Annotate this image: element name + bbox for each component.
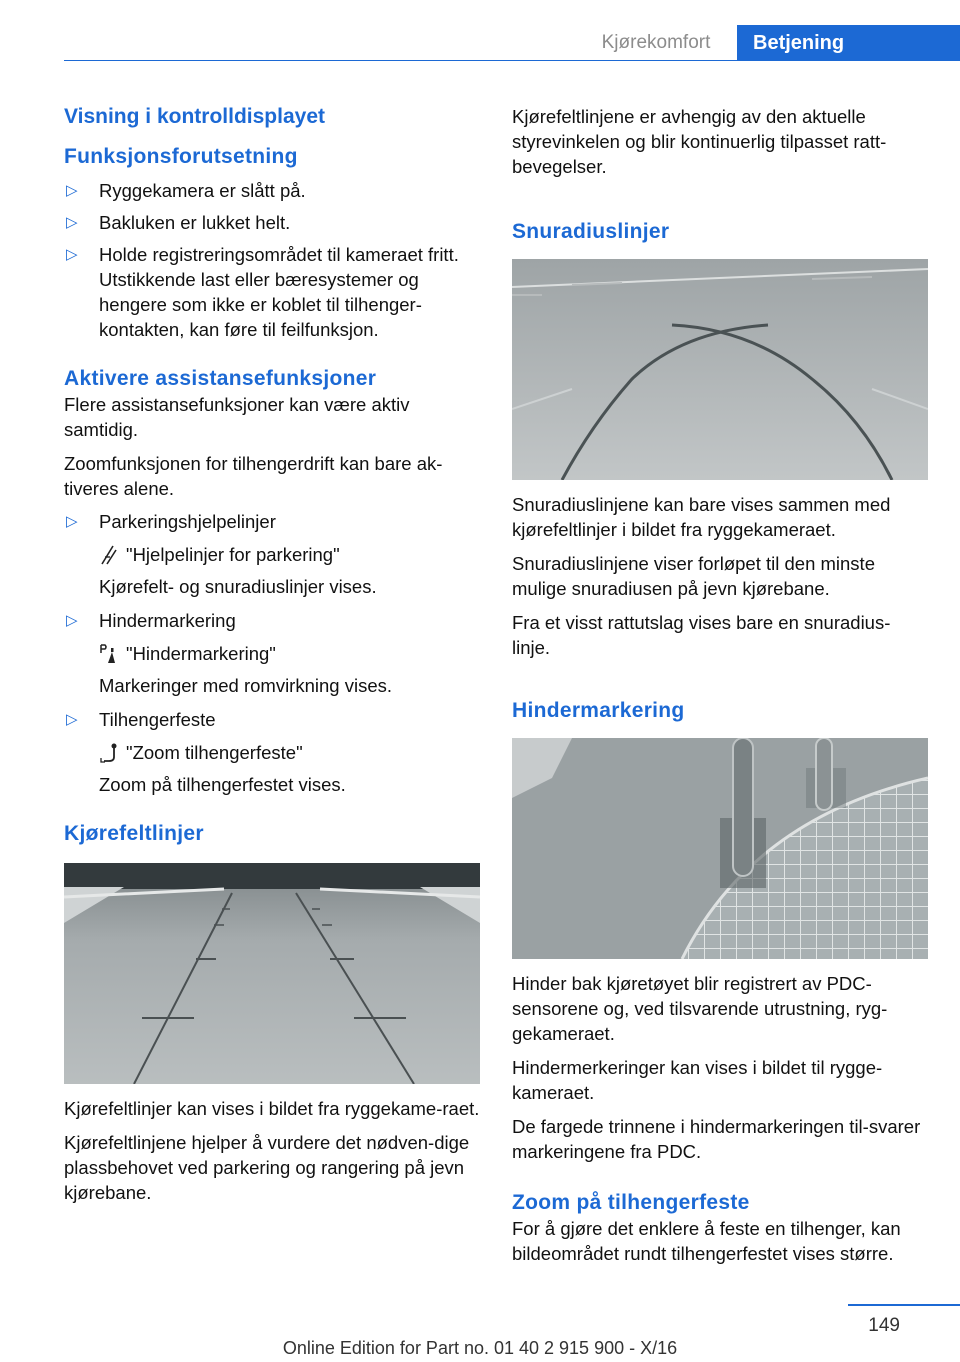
bullet-triangle-icon: ▷ [66, 612, 78, 629]
function-name: Hindermarkering [99, 610, 236, 631]
parking-lines-icon[interactable] [99, 545, 117, 565]
list-item [64, 608, 480, 698]
footer-text: Online Edition for Part no. 01 40 2 915 900 - X/16 [282, 1338, 678, 1358]
obstacle-paragraph: Hinder bak kjøretøyet blir registrert av PDC-sensorene og, ved tilsvarende utrustning, ryg-gekameraet. [512, 973, 888, 1044]
lane-paragraph: Kjørefeltlinjer kan vises i bildet fra ryggekame-raet. [64, 1098, 480, 1119]
turn-radius-heading: Snuradiuslinjer [512, 220, 670, 243]
right-column [512, 100, 928, 1266]
list-item [64, 707, 480, 797]
bullet-triangle-icon: ▷ [66, 214, 78, 231]
lane-paragraph: Kjørefeltlinjene hjelper å vurdere det nødven-dige plassbehovet ved parkering og rangering på jevn kjørebane. [64, 1132, 470, 1203]
list-item: ▷ Bakluken er lukket helt. [66, 212, 291, 233]
assist-paragraph: Zoomfunksjonen for tilhengerdrift kan bare ak-tiveres alene. [64, 453, 443, 499]
obstacle-heading: Hindermarkering [512, 699, 685, 722]
lane-heading: Kjørefeltlinjer [64, 822, 204, 845]
list-item: ▷ Ryggekamera er slått på. [66, 180, 306, 201]
function-result: Kjørefelt- og snuradiuslinjer vises. [99, 576, 377, 597]
assist-heading: Aktivere assistansefunksjoner [64, 367, 377, 390]
list-item [64, 509, 480, 599]
prereq-heading: Funksjonsforutsetning [64, 145, 298, 168]
function-result: Markeringer med romvirkning vises. [99, 675, 393, 696]
header-section-tab: Kjørekomfort [601, 32, 711, 53]
list-item: ▷ Holde registreringsområdet til kameraet fritt. Utstikkende last eller bæresystemer og hengere som ikke er koblet til tilhenger-kontakten, kan føre til feilfunksjon. [66, 244, 459, 340]
obstacle-marking-icon[interactable] [99, 644, 117, 664]
menu-item-label: "Hindermarkering" [126, 643, 276, 664]
prereq-list [64, 178, 480, 342]
turn-radius-paragraph: Fra et visst rattutslag vises bare en snuradius-linje. [512, 612, 891, 658]
assist-paragraph: Flere assistansefunksjoner kan være aktiv samtidig. [64, 394, 410, 440]
footer-rule [848, 1304, 960, 1306]
bullet-triangle-icon: ▷ [66, 246, 78, 263]
lane-paragraph: Kjørefeltlinjene er avhengig av den aktuelle styrevinkelen og blir kontinuerlig tilpasset ratt-bevegelser. [512, 106, 887, 177]
section-title: Visning i kontrolldisplayet [64, 105, 325, 128]
function-list [64, 509, 480, 797]
obstacle-marking-camera-image [512, 738, 928, 959]
zoom-heading: Zoom på tilhengerfeste [512, 1191, 750, 1214]
function-result: Zoom på tilhengerfestet vises. [99, 774, 346, 795]
bullet-triangle-icon: ▷ [66, 182, 78, 199]
page-number: 149 [868, 1315, 900, 1336]
header-rule [64, 60, 960, 61]
obstacle-paragraph: De fargede trinnene i hindermarkeringen til-svarer markeringene fra PDC. [512, 1116, 921, 1162]
turn-radius-paragraph: Snuradiuslinjene viser forløpet til den minste mulige snuradiusen på jevn kjørebane. [512, 553, 875, 599]
menu-item-label: "Zoom tilhengerfeste" [126, 742, 303, 763]
trailer-hitch-icon[interactable] [99, 743, 117, 763]
left-column [64, 100, 480, 1205]
menu-item-label: "Hjelpelinjer for parkering" [126, 544, 340, 565]
header-chapter-tab: Betjening [737, 25, 960, 61]
function-name: Tilhengerfeste [99, 709, 216, 730]
bullet-triangle-icon: ▷ [66, 513, 78, 530]
turn-radius-paragraph: Snuradiuslinjene kan bare vises sammen med kjørefeltlinjer i bildet fra ryggekameraet. [512, 494, 891, 540]
obstacle-paragraph: Hindermerkeringer kan vises i bildet til rygge-kameraet. [512, 1057, 883, 1103]
function-name: Parkeringshjelpelinjer [99, 511, 276, 532]
lane-lines-camera-image [64, 863, 480, 1084]
zoom-paragraph: For å gjøre det enklere å feste en tilhenger, kan bildeområdet rundt tilhengerfestet vises større. [512, 1218, 901, 1264]
bullet-triangle-icon: ▷ [66, 711, 78, 728]
turn-radius-camera-image [512, 259, 928, 480]
